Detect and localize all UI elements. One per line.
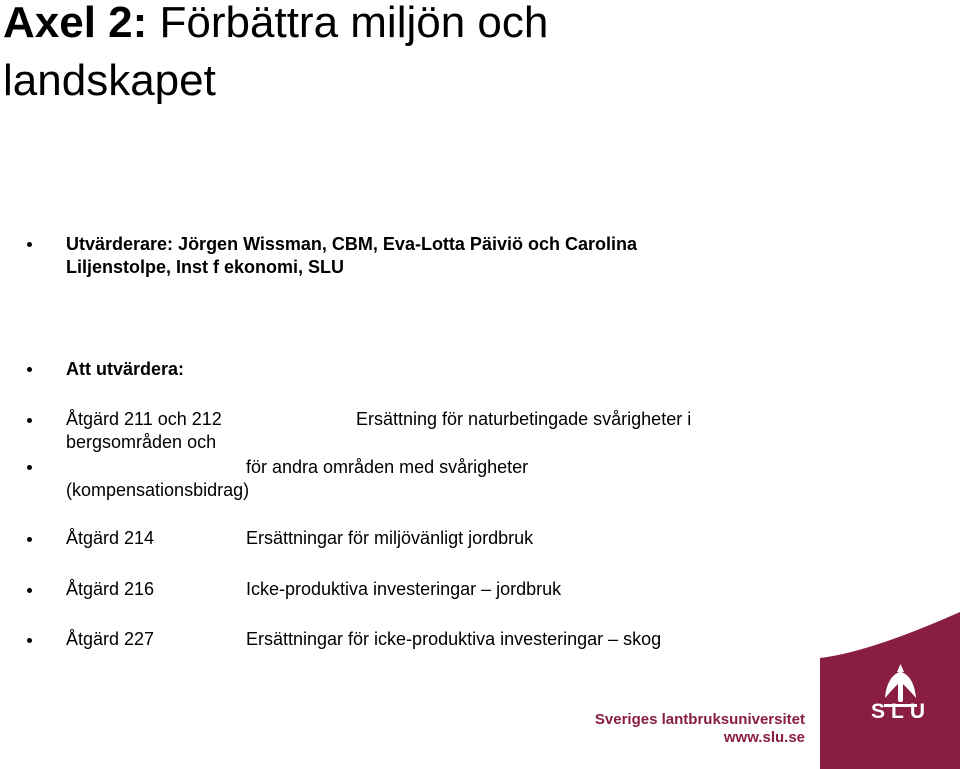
- measure-216-desc: Icke-produktiva investeringar – jordbruk: [246, 579, 562, 599]
- bullet-icon: [27, 588, 32, 593]
- footer-university-name: Sveriges lantbruksuniversitet: [594, 711, 805, 728]
- brand-corner-shape: [790, 612, 960, 769]
- measure-214-code: Åtgärd 214: [66, 528, 155, 548]
- bullet-icon: [27, 242, 32, 247]
- measure-211-212-code: Åtgärd 211 och 212: [66, 409, 222, 429]
- measure-227-desc: Ersättningar för icke-produktiva investeringar – skog: [246, 629, 662, 649]
- measure-211-212-desc-line4: (kompensationsbidrag): [66, 480, 250, 500]
- bullet-icon: [27, 465, 32, 470]
- title-text-line2: landskapet: [3, 56, 216, 105]
- page-title: [3, 0, 903, 110]
- measure-227-code: Åtgärd 227: [66, 629, 155, 649]
- slu-logo-text: SLU: [871, 700, 931, 723]
- measure-216-code: Åtgärd 216: [66, 579, 155, 599]
- measure-211-212-desc-line2: bergsområden och: [66, 432, 217, 452]
- measure-211-212-desc-line3: för andra områden med svårigheter: [246, 457, 529, 477]
- to-evaluate-heading: Att utvärdera:: [66, 359, 185, 379]
- measure-214-desc: Ersättningar för miljövänligt jordbruk: [246, 528, 534, 548]
- measure-211-212-desc-line1: Ersättning för naturbetingade svårigheter i: [356, 409, 692, 429]
- title-text: Förbättra miljön och: [147, 0, 549, 47]
- footer-url-link[interactable]: www.slu.se: [723, 729, 805, 746]
- bullet-icon: [27, 418, 32, 423]
- bullet-icon: [27, 537, 32, 542]
- bullet-icon: [27, 367, 32, 372]
- title-axis-label: Axel 2:: [3, 0, 148, 47]
- evaluators-line1: Utvärderare: Jörgen Wissman, CBM, Eva-Lotta Päiviö och Carolina: [66, 234, 637, 254]
- evaluators-line2: Liljenstolpe, Inst f ekonomi, SLU: [66, 257, 345, 277]
- bullet-icon: [27, 638, 32, 643]
